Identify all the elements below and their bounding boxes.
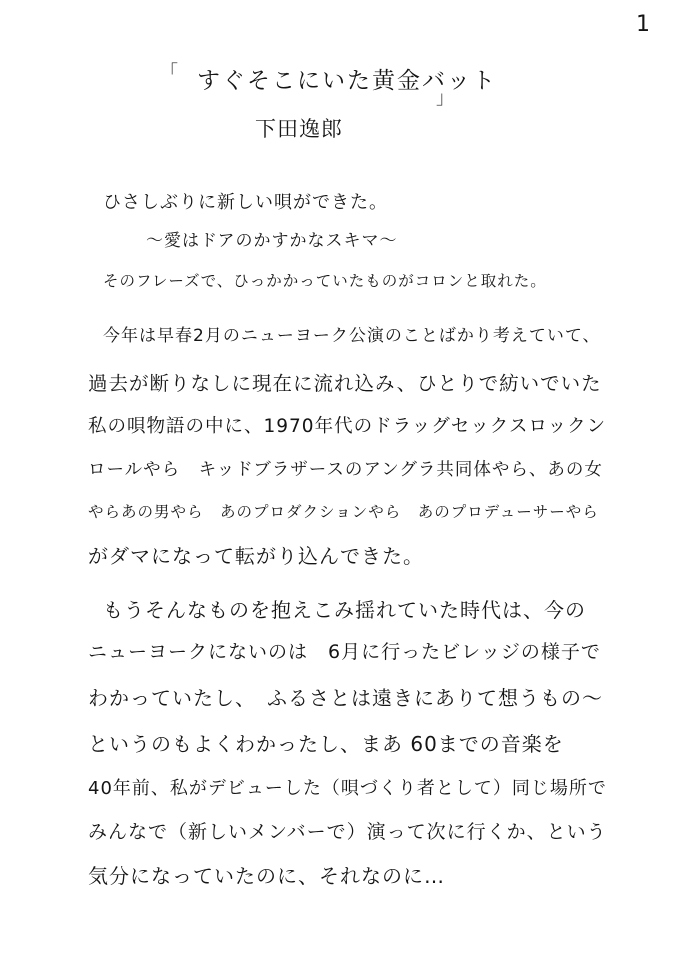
- text-line: 過去が断りなしに現在に流れ込み、ひとりで紡いでいた: [88, 372, 602, 395]
- text-line: がダマになって転がり込んできた。: [88, 544, 424, 568]
- text-line: 40年前、私がデビューした（唄づくり者として）同じ場所で: [88, 778, 607, 799]
- text-line: ニューヨークにないのは 6月に行ったビレッジの様子で: [88, 641, 601, 663]
- title-close-bracket: 」: [436, 88, 455, 109]
- page-number: 1: [636, 12, 651, 37]
- text-line: そのフレーズで、ひっかかっていたものがコロンと取れた。: [103, 272, 547, 290]
- title-open-bracket: 「: [160, 62, 179, 83]
- text-line: やらあの男やら あのプロダクションやら あのプロデューサーやら: [88, 503, 599, 521]
- text-line: 私の唄物語の中に、1970年代のドラッグセックスロックン: [88, 416, 607, 437]
- author-name: 下田逸郎: [255, 117, 343, 141]
- text-line: みんなで（新しいメンバーで）演って次に行くか、という: [88, 821, 607, 843]
- text-line: ひさしぶりに新しい唄ができた。: [103, 192, 388, 213]
- text-line: ロールやら キッドブラザースのアングラ共同体やら、あの女: [88, 460, 603, 480]
- text-line: もうそんなものを抱えこみ揺れていた時代は、今の: [103, 598, 586, 622]
- text-line: というのもよくわかったし、まあ 60までの音楽を: [88, 732, 564, 756]
- text-line: 〜愛はドアのかすかなスキマ〜: [146, 231, 398, 251]
- text-line: 今年は早春2月のニューヨーク公演のことばかり考えていて、: [103, 326, 601, 346]
- page-title: すぐそこにいた黄金バット: [197, 68, 497, 94]
- text-line: わかっていたし、 ふるさとは遠きにありて想うもの〜: [88, 686, 603, 710]
- text-line: 気分になっていたのに、それなのに…: [88, 864, 445, 888]
